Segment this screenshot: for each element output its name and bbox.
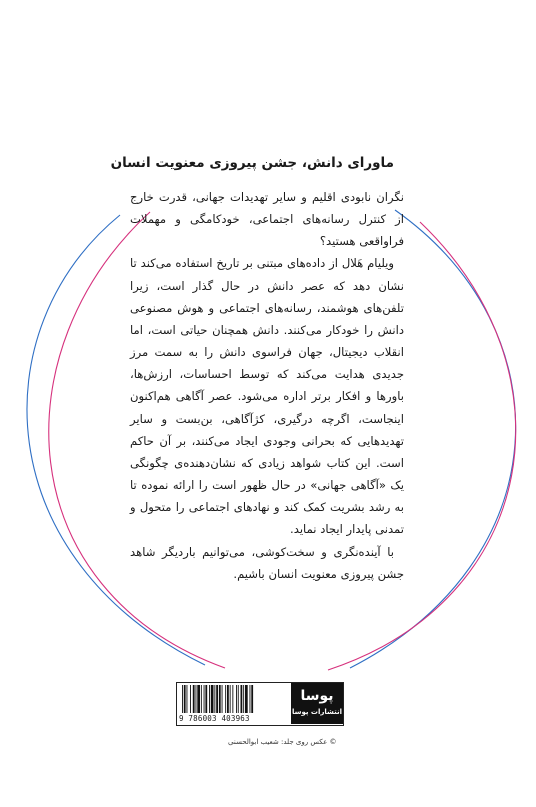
barcode-bar (225, 685, 226, 713)
barcode-bar (184, 685, 186, 713)
barcode-bar (193, 685, 195, 713)
barcode-bar (251, 685, 253, 713)
barcode-bar (197, 685, 200, 713)
barcode-bar (216, 685, 218, 713)
barcode-bar (245, 685, 248, 713)
barcode-bar (205, 685, 207, 713)
blurb-paragraph-1: نگران نابودی اقلیم و سایر تهدیدات جهانی، قدرت خارج از کنترل رسانه‌های اجتماعی، خودکامگی و مهملات فراواقعی هستید؟ (130, 190, 404, 249)
barcode-bar (209, 685, 210, 713)
barcode-bars (180, 685, 288, 715)
barcode-bar (250, 685, 251, 713)
blurb-text (130, 186, 404, 585)
barcode-bar (243, 685, 244, 713)
barcode-box (176, 682, 344, 726)
barcode-bar (222, 685, 223, 713)
barcode-bar (236, 685, 237, 713)
barcode-bar (201, 685, 202, 713)
publisher-name: انتشارات پوسا (291, 708, 343, 716)
logo-mark: پوسا (300, 688, 334, 704)
barcode-bar (241, 685, 243, 713)
book-title: ماورای دانش، جشن پیروزی معنویت انسان (110, 155, 394, 171)
barcode-digits: 9 786003 403963 (179, 714, 250, 723)
barcode-bar (227, 685, 229, 713)
barcode-bar (196, 685, 197, 713)
publisher-logo (291, 683, 343, 724)
barcode-bar (187, 685, 188, 713)
barcode-bar (238, 685, 239, 713)
barcode-bar (204, 685, 205, 713)
blurb-paragraph-2: ویلیام هَلال از داده‌های مبتنی بر تاریخ استفاده می‌کند تا نشان دهد که عصر دانش در حال گذار است، زیرا تلفن‌های هوشمند، رسانه‌های اجتماعی و هوش مصنوعی دانش را خودکار می‌کنند. دانش همچنان حیاتی است، اما انقلاب دیجیتال، جهان فراسوی دانش را به سمت مرز جدیدی هدایت می‌کند که توسط احساسات، ارزش‌ها، باورها و افکار برتر اداره می‌شود. عصر آگاهی هم‌اکنون اینجاست، اگرچه درگیری، کژآگاهی، بن‌بست و سایر تهدیدهایی که بحرانی وجودی ایجاد می‌کنند، بر آن حاکم است. این کتاب شواهد زیادی که نشان‌دهنده‌ی چگونگی یک «آگاهی جهانی» در حال ظهور است را ارائه نموده تا به رشد بشریت کمک کند و نهادهای اجتماعی را متحول و تمدنی پایدار ایجاد نماید. (130, 256, 404, 537)
blurb-paragraph-3: با آینده‌نگری و سخت‌کوشی، می‌توانیم باردیگر شاهد جشن پیروزی معنویت انسان باشیم. (130, 544, 404, 581)
barcode-bar (211, 685, 214, 713)
barcode-bar (214, 685, 215, 713)
barcode-bar (230, 685, 231, 713)
barcode-bar (232, 685, 233, 713)
barcode-bar (190, 685, 191, 713)
barcode-bar (182, 685, 183, 713)
barcode-bar (219, 685, 221, 713)
photo-credit: © عکس روی جلد: شعیب ابوالحسنی (228, 738, 337, 746)
